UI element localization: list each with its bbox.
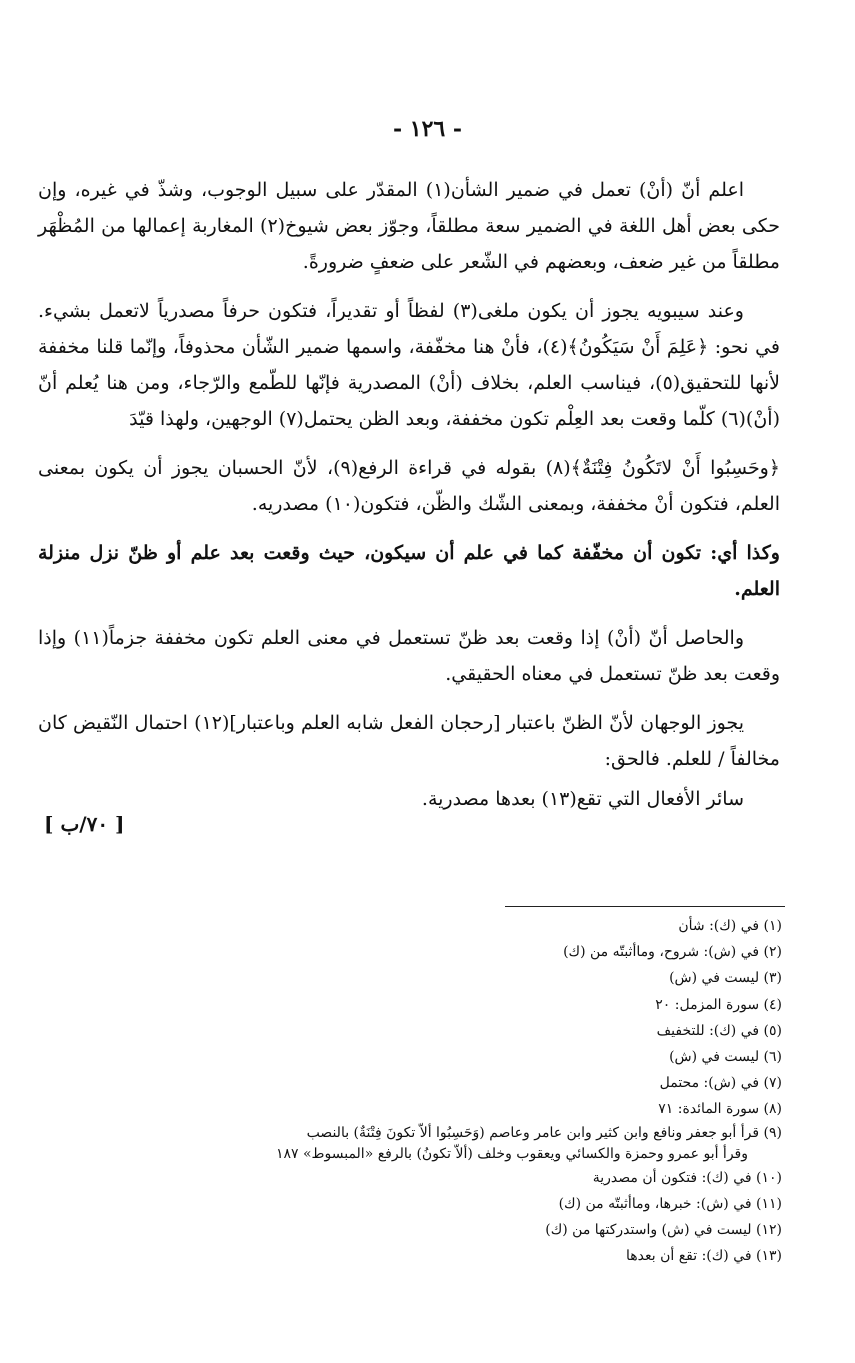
paragraph-4: وكذا أي: تكون أن مخفّفة كما في علم أن سيكون، حيث وقعت بعد علم أو ظنّ نزل منزلة العلم. [38,542,780,600]
paragraph-5: والحاصل أنّ (أنْ) إذا وقعت بعد ظنّ تستعمل في معنى العلم تكون مخففة جزماً(١١) وإذا وقعت بعد ظنّ تستعمل في معناه الحقيقي. [38,627,780,685]
footnote-6: (٦) ليست في (ش) [669,1049,782,1066]
footnote-1: (١) في (ك): شأن [678,918,782,934]
footnote-3: (٣) ليست في (ش) [669,970,782,987]
page-number: - ١٢٦ - [392,116,463,142]
footnotes [210,913,782,1269]
footnote-13: (١٣) في (ك): تقع أن بعدها [625,1248,782,1265]
footnote-7: (٧) في (ش): محتمل [659,1075,782,1092]
paragraph-6: يجوز الوجهان لأنّ الظنّ باعتبار [رحجان الفعل شابه العلم وباعتبار](١٢) احتمال النّقيض كان مخالفاً / للعلم. فالحق: [38,712,780,770]
footnote-12: (١٢) ليست في (ش) واستدركتها من (ك) [545,1222,782,1239]
footnote-11: (١١) في (ش): خبرها، وماأثبتّه من (ك) [558,1195,782,1212]
folio-marker: [ ٧٠/ب ] [44,812,125,836]
main-text [38,172,780,830]
paragraph-7: سائر الأفعال التي تقع(١٣) بعدها مصدرية. [421,788,744,810]
footnote-4: (٤) سورة المزمل: ٢٠ [655,996,782,1013]
footnote-10: (١٠) في (ك): فتكون أن مصدرية [592,1169,782,1186]
paragraph-3: ﴿وحَسِبُوا أَنْ لاتَكُونُ فِتْنَةٌ﴾(٨) بقوله في قراءة الرفع(٩)، لأنّ الحسبان يجوز أن يكون بمعنى العلم، فتكون أنْ مخففة، وبمعنى الشّك والظّن، فتكون(١٠) مصدريه. [38,457,780,515]
paragraph-2: وعند سيبويه يجوز أن يكون ملغى(٣) لفظاً أو تقديراً، فتكون حرفاً مصدرياً لاتعمل بشيء. في نحو: ﴿عَلِمَ أَنْ سَيَكُونُ﴾(٤)، فأنْ هنا مخفّفة، واسمها ضمير الشّأن محذوفاً، وإنّما قلنا مخففة لأنها للتحقيق(٥)، فيناسب العلم، بخلاف (أنْ) المصدرية فإنّها للطّمع والرّجاء، ومن هنا يُعلم أنّ (أنْ)(٦) كلّما وقعت بعد العِلْم تكون مخففة، وبعد الظن يحتمل(٧) الوجهين، ولهذا قيّدَ [38,300,781,430]
footnote-9-continuation: وقرأ أبو عمرو وحمزة والكسائي ويعقوب وخلف (ألاّ تكونُ) بالرفع «المبسوط» ١٨٧ [275,1145,748,1162]
footnote-9: (٩) قرأ أبو جعفر ونافع وابن كثير وابن عامر وعاصم (وَحَسِبُوا ألاّ تكونَ فِتْنَةٌ) بالنصب [306,1124,782,1141]
footnote-5: (٥) في (ك): للتخفيف [656,1022,782,1039]
footnote-8: (٨) سورة المائدة: ٧١ [658,1101,782,1118]
footnote-divider [505,906,785,907]
paragraph-1: اعلم أنّ (أنْ) تعمل في ضمير الشأن(١) المقدّر على سبيل الوجوب، وشذّ في غيره، وإن حكى بعض أهل اللغة في الضمير سعة مطلقاً، وجوّز بعض شيوخ(٢) المغاربة إعمالها من المُظْهَر مطلقاً من غير ضعف، وبعضهم في الشّعر على ضعفٍ ضرورةً. [38,179,780,273]
footnote-2: (٢) في (ش): شروح، وماأثبتّه من (ك) [563,944,782,961]
